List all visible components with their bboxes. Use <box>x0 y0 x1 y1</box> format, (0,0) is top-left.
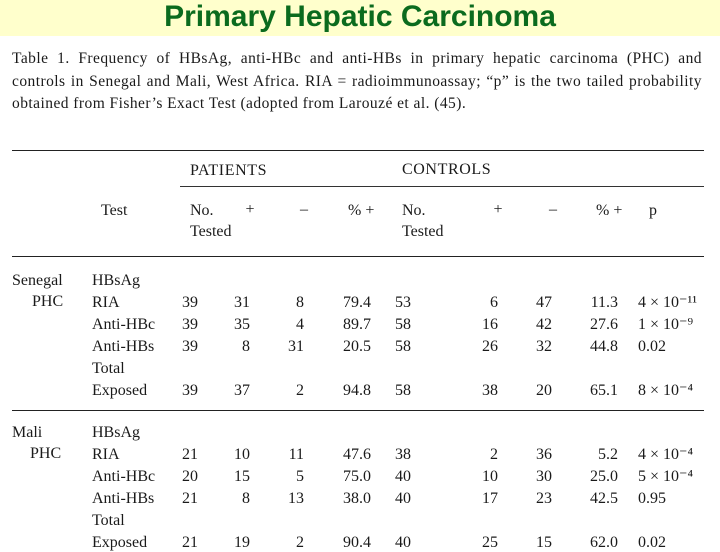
patients-negative-cell: 2 <box>296 534 304 551</box>
patients-positive-cell: 37 <box>234 382 250 399</box>
p-value-cell: 0.02 <box>638 338 666 355</box>
controls-no-cell: 40 <box>395 468 411 485</box>
controls-positive-cell: 2 <box>490 446 498 463</box>
patients-no-cell: 39 <box>182 382 198 399</box>
controls-positive-cell: 38 <box>482 382 498 399</box>
controls-positive-cell: 6 <box>490 294 498 311</box>
controls-tested-header: Tested <box>402 223 444 240</box>
patients-no-cell: 39 <box>182 338 198 355</box>
controls-pct-cell: 11.3 <box>590 294 618 311</box>
patients-negative-cell: 11 <box>288 446 304 463</box>
controls-negative-cell: 20 <box>536 382 552 399</box>
slide-title: Primary Hepatic Carcinoma <box>164 0 556 33</box>
row-test-label: Exposed <box>92 534 148 551</box>
patients-negative-cell: 13 <box>288 490 304 507</box>
patients-no-cell: 39 <box>182 316 198 333</box>
patients-negative-cell: 4 <box>296 316 304 333</box>
controls-positive-cell: 17 <box>482 490 498 507</box>
controls-negative-cell: 47 <box>536 294 552 311</box>
p-value-cell: 1 × 10⁻⁹ <box>638 316 694 333</box>
patients-positive-cell: 15 <box>234 468 250 485</box>
controls-pct-cell: 42.5 <box>590 490 618 507</box>
controls-negative-cell: 42 <box>536 316 552 333</box>
controls-pct-cell: 44.8 <box>590 338 618 355</box>
patients-no-cell: 21 <box>182 490 198 507</box>
patients-header: PATIENTS <box>190 162 268 179</box>
controls-negative-cell: 30 <box>536 468 552 485</box>
controls-plus-header: + <box>493 201 503 218</box>
row-test-label: Total <box>92 512 125 529</box>
controls-no-cell: 40 <box>395 534 411 551</box>
patients-pct-header: % + <box>348 202 375 219</box>
patients-negative-cell: 5 <box>296 468 304 485</box>
patients-pct-cell: 89.7 <box>343 316 371 333</box>
patients-negative-cell: 31 <box>288 338 304 355</box>
patients-positive-cell: 19 <box>234 534 250 551</box>
table-top-rule <box>12 150 704 151</box>
controls-header: CONTROLS <box>402 161 492 178</box>
controls-negative-cell: 36 <box>536 446 552 463</box>
p-value-header: p <box>649 202 657 219</box>
patients-negative-cell: 2 <box>296 382 304 399</box>
header-bottom-rule <box>12 256 704 257</box>
row-test-label: Anti-HBc <box>92 316 156 333</box>
patients-minus-header: – <box>300 201 308 218</box>
controls-no-cell: 58 <box>395 382 411 399</box>
patients-pct-cell: 75.0 <box>343 468 371 485</box>
controls-negative-cell: 32 <box>536 338 552 355</box>
controls-no-cell: 38 <box>395 446 411 463</box>
patients-no-cell: 20 <box>182 468 198 485</box>
row-test-label: Exposed <box>92 382 148 399</box>
row-test-label: RIA <box>92 446 120 463</box>
row-test-label: Anti-HBs <box>92 490 155 507</box>
controls-pct-cell: 65.1 <box>590 382 618 399</box>
controls-positive-cell: 16 <box>482 316 498 333</box>
group-divider-rule <box>12 410 704 411</box>
controls-pct-header: % + <box>596 202 623 219</box>
p-value-cell: 8 × 10⁻⁴ <box>638 382 694 399</box>
patients-pct-cell: 38.0 <box>343 490 371 507</box>
patients-no-cell: 21 <box>182 446 198 463</box>
controls-negative-cell: 23 <box>536 490 552 507</box>
group-disease: PHC <box>30 445 62 462</box>
row-test-label: Anti-HBc <box>92 468 156 485</box>
controls-negative-cell: 15 <box>536 534 552 551</box>
controls-no-header: No. <box>402 202 426 219</box>
patients-pct-cell: 20.5 <box>343 338 371 355</box>
controls-pct-cell: 27.6 <box>590 316 618 333</box>
table-caption: Table 1. Frequency of HBsAg, anti-HBc and anti-HBs in primary hepatic carcinoma (PHC) and controls in Senegal and Mali, West Africa. RIA = radioimmunoassay; “p” is the two tailed probability obtained from Fisher’s Exact Test (adopted from Larouzé et al. (45). <box>12 50 702 112</box>
patients-no-header: No. <box>190 202 214 219</box>
patients-positive-cell: 8 <box>242 490 250 507</box>
patients-positive-cell: 35 <box>234 316 250 333</box>
controls-positive-cell: 25 <box>482 534 498 551</box>
controls-pct-cell: 62.0 <box>590 534 618 551</box>
row-test-label: Total <box>92 360 125 377</box>
patients-positive-cell: 8 <box>242 338 250 355</box>
row-test-label: Anti-HBs <box>92 338 155 355</box>
test-column-header: Test <box>101 202 128 219</box>
patients-pct-cell: 94.8 <box>343 382 371 399</box>
controls-no-cell: 40 <box>395 490 411 507</box>
p-value-cell: 5 × 10⁻⁴ <box>638 468 694 485</box>
row-test-label: HBsAg <box>92 424 141 441</box>
group-country: Senegal <box>12 272 63 289</box>
patients-pct-cell: 90.4 <box>343 534 371 551</box>
p-value-cell: 0.02 <box>638 534 666 551</box>
patients-pct-cell: 79.4 <box>343 294 371 311</box>
patients-pct-cell: 47.6 <box>343 446 371 463</box>
patients-positive-cell: 10 <box>234 446 250 463</box>
p-value-cell: 4 × 10⁻¹¹ <box>638 294 698 311</box>
controls-positive-cell: 26 <box>482 338 498 355</box>
controls-positive-cell: 10 <box>482 468 498 485</box>
controls-pct-cell: 25.0 <box>590 468 618 485</box>
group-disease: PHC <box>32 293 64 310</box>
group-country: Mali <box>12 424 43 441</box>
patients-negative-cell: 8 <box>296 294 304 311</box>
controls-no-cell: 53 <box>395 294 411 311</box>
p-value-cell: 4 × 10⁻⁴ <box>638 446 694 463</box>
row-test-label: HBsAg <box>92 272 141 289</box>
row-test-label: RIA <box>92 294 120 311</box>
patients-positive-cell: 31 <box>234 294 250 311</box>
patients-no-cell: 21 <box>182 534 198 551</box>
patients-tested-header: Tested <box>190 223 232 240</box>
controls-no-cell: 58 <box>395 338 411 355</box>
controls-minus-header: – <box>549 201 557 218</box>
patients-plus-header: + <box>245 201 255 218</box>
controls-no-cell: 58 <box>395 316 411 333</box>
group-header-rule <box>180 186 704 187</box>
p-value-cell: 0.95 <box>638 490 666 507</box>
controls-pct-cell: 5.2 <box>598 446 618 463</box>
patients-no-cell: 39 <box>182 294 198 311</box>
